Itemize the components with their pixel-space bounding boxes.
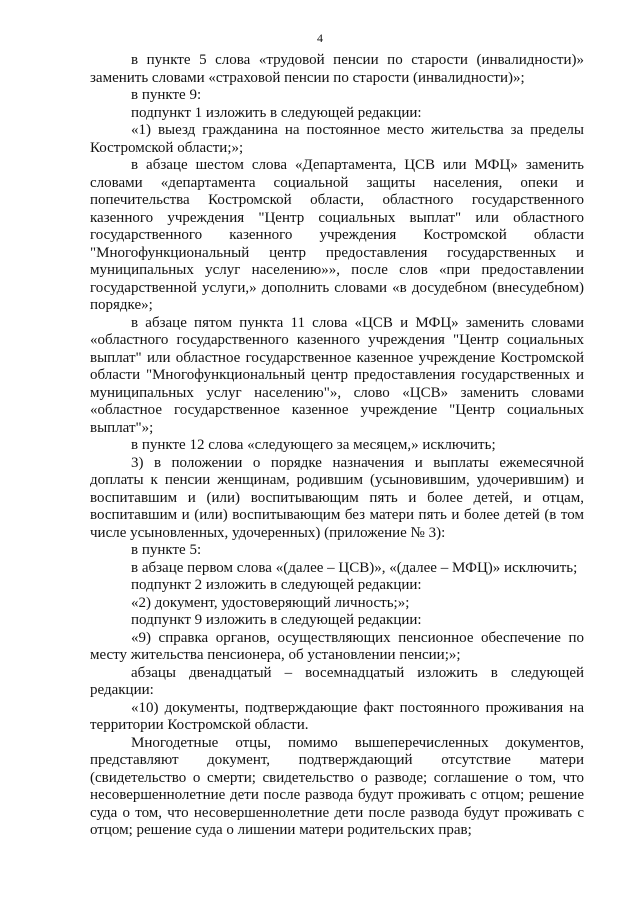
paragraph: абзацы двенадцатый – восемнадцатый изложить в следующей редакции:: [90, 664, 584, 698]
paragraph: подпункт 2 изложить в следующей редакции:: [131, 577, 422, 593]
paragraph: 3) в положении о порядке назначения и выплаты ежемесячной доплаты к пенсии женщинам, родившим (усыновившим, удочерившим) и воспитавшим и (или) воспитывающим пять и более детей, и отцам, воспитавшим и (или) воспитывающим без матери пять и более детей (в том числе усыновленных, удочеренных) (приложение № 3):: [90, 454, 584, 541]
paragraph: в абзаце первом слова «(далее – ЦСВ)», «(далее – МФЦ)» исключить;: [131, 559, 578, 576]
paragraph: подпункт 1 изложить в следующей редакции:: [131, 104, 422, 121]
page-number: 4: [317, 31, 323, 45]
paragraph: в абзаце шестом слова «Департамента, ЦСВ или МФЦ» заменить словами «департамента социальной защиты населения, опеки и попечительства Костромской области, областного государственного казенного учреждения "Центр социальных выплат" или областного государственного казенного учреждения Костромской области "Многофункциональный центр предоставления государственных и муниципальных услуг населению»», после слов «при предоставлении государственной услуги,» дополнить словами «в досудебном (внесудебном) порядке»;: [90, 157, 584, 313]
paragraph: «1) выезд гражданина на постоянное место жительства за пределы Костромской области;»;: [90, 122, 584, 156]
document-body: [90, 52, 584, 840]
paragraph: в пункте 9:: [131, 87, 202, 103]
paragraph: «9) справка органов, осуществляющих пенсионное обеспечение по месту жительства пенсионера, об установлении пенсии;»;: [90, 629, 584, 663]
paragraph: Многодетные отцы, помимо вышеперечисленных документов, представляют документ, подтверждающий отсутствие матери (свидетельство о смерти; свидетельство о разводе; соглашение о том, что несовершеннолетние дети после развода будут проживать с отцом; решение суда о том, что несовершеннолетние дети после развода будут проживать с отцом; решение суда о лишении матери родительских прав;: [90, 734, 584, 838]
paragraph: в абзаце пятом пункта 11 слова «ЦСВ и МФЦ» заменить словами «областного государственного казенного учреждения "Центр социальных выплат" или областное государственное казенное учреждение Костромской области "Многофункциональный центр предоставления государственных и муниципальных услуг населению"», слово «ЦСВ» заменить словами «областное государственное казенное учреждение "Центр социальных выплат"»;: [90, 314, 584, 436]
paragraph: подпункт 9 изложить в следующей редакции:: [131, 612, 422, 628]
paragraph: в пункте 5 слова «трудовой пенсии по старости (инвалидности)» заменить словами «страховой пенсии по старости (инвалидности)»;: [90, 52, 584, 86]
paragraph: «2) документ, удостоверяющий личность;»;: [131, 594, 410, 611]
paragraph: в пункте 12 слова «следующего за месяцем,» исключить;: [131, 437, 496, 453]
paragraph: «10) документы, подтверждающие факт постоянного проживания на территории Костромской области.: [90, 699, 584, 733]
paragraph: в пункте 5:: [131, 542, 202, 558]
